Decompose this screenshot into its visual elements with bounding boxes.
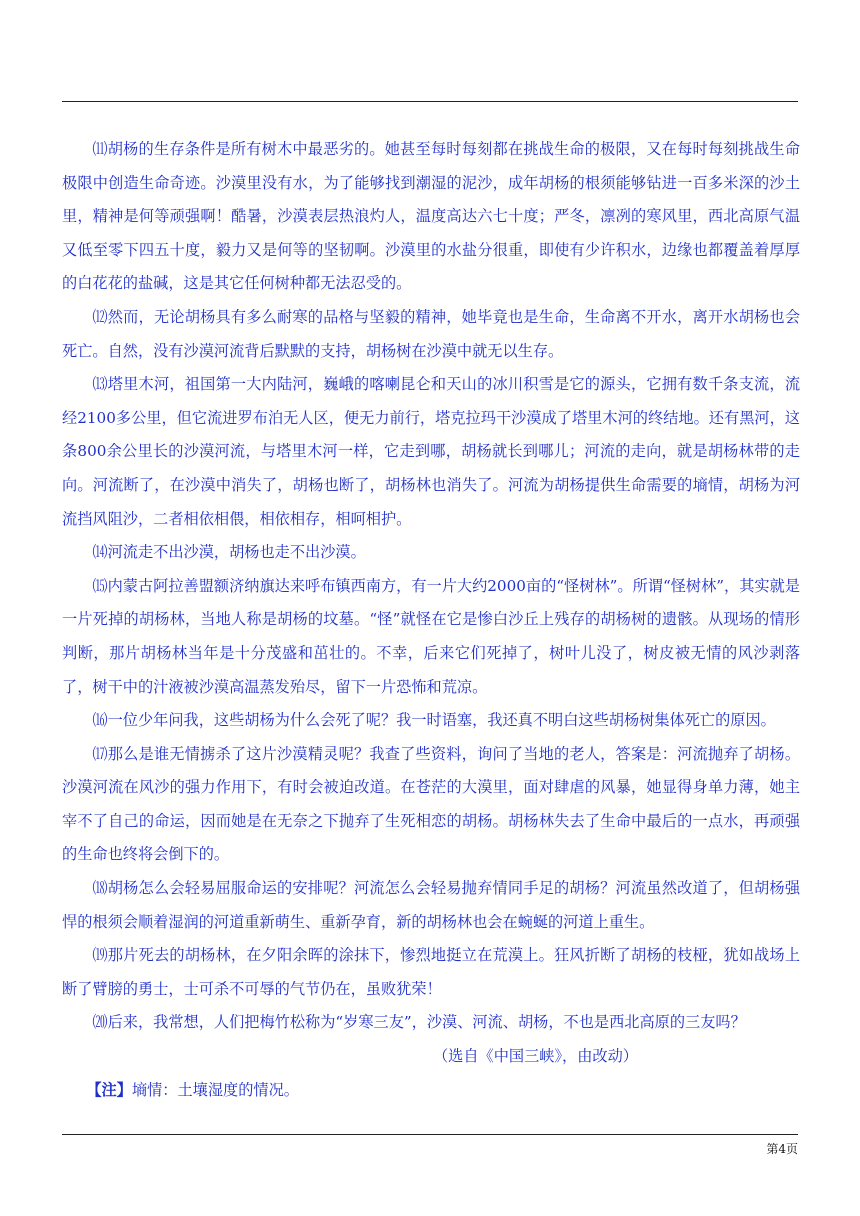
note-tag: 【注】 xyxy=(86,1080,132,1099)
paragraph-15: ⒂内蒙古阿拉善盟额济纳旗达来呼布镇西南方，有一片大约2000亩的“怪树林”。所谓“怪树林”，其实就是一片死掉的胡杨林，当地人称是胡杨的坟墓。“怪”就怪在它是惨白沙丘上残存的胡杨树的遗骸。从现场的情形判断，那片胡杨林当年是十分茂盛和茁壮的。不幸，后来它们死掉了，树叶儿没了，树皮被无情的风沙剥落了，树干中的汁液被沙漠高温蒸发殆尽，留下一片恐怖和荒凉。 xyxy=(62,576,800,696)
source-citation: （选自《中国三峡》，由改动） xyxy=(432,1047,638,1066)
paragraph-14: ⒁河流走不出沙漠，胡杨也走不出沙漠。 xyxy=(92,543,366,562)
paragraph-13: ⒀塔里木河，祖国第一大内陆河，巍峨的喀喇昆仑和天山的冰川积雪是它的源头，它拥有数千条支流，流经2100多公里，但它流进罗布泊无人区，便无力前行，塔克拉玛干沙漠成了塔里木河的终结地。还有黑河，这条800余公里长的沙漠河流，与塔里木河一样，它走到哪，胡杨就长到哪儿；河流的走向，就是胡杨林带的走向。河流断了，在沙漠中消失了，胡杨也断了，胡杨林也消失了。河流为胡杨提供生命需要的墒情，胡杨为河流挡风阻沙，二者相依相偎，相依相存，相呵相护。 xyxy=(62,375,800,528)
header-rule xyxy=(62,101,798,102)
article-body xyxy=(62,133,800,1107)
paragraph-12: ⑿然而，无论胡杨具有多么耐寒的品格与坚毅的精神，她毕竟也是生命，生命离不开水，离开水胡杨也会死亡。自然，没有沙漠河流背后默默的支持，胡杨树在沙漠中就无以生存。 xyxy=(62,307,800,360)
paragraph-17: ⒄那么是谁无情掳杀了这片沙漠精灵呢？我查了些资料，询问了当地的老人，答案是：河流抛弃了胡杨。沙漠河流在风沙的强力作用下，有时会被迫改道。在苍茫的大漠里，面对肆虐的风暴，她显得身单力薄，她主宰不了自己的命运，因而她是在无奈之下抛弃了生死相恋的胡杨。胡杨林失去了生命中最后的一点水，再顽强的生命也终将会倒下的。 xyxy=(62,744,800,864)
paragraph-16: ⒃一位少年问我，这些胡杨为什么会死了呢？我一时语塞，我还真不明白这些胡杨树集体死亡的原因。 xyxy=(92,711,776,730)
paragraph-19: ⒆那片死去的胡杨林，在夕阳余晖的涂抹下，惨烈地挺立在荒漠上。狂风折断了胡杨的枝桠，犹如战场上断了臂膀的勇士，士可杀不可辱的气节仍在，虽败犹荣！ xyxy=(62,946,800,998)
footer-rule xyxy=(62,1134,798,1135)
paragraph-20: ⒇后来，我常想，人们把梅竹松称为“岁寒三友”，沙漠、河流、胡杨，不也是西北高原的三友吗？ xyxy=(92,1013,746,1032)
paragraph-18: ⒅胡杨怎么会轻易屈服命运的安排呢？河流怎么会轻易抛弃情同手足的胡杨？河流虽然改道了，但胡杨强悍的根须会顺着湿润的河道重新萌生、重新孕育，新的胡杨林也会在蜿蜒的河道上重生。 xyxy=(62,879,800,931)
footnote xyxy=(62,1074,800,1108)
page-number: 第4页 xyxy=(766,1142,798,1156)
note-text: 墒情：土壤湿度的情况。 xyxy=(131,1080,299,1099)
paragraph-11: ⑾胡杨的生存条件是所有树木中最恶劣的。她甚至每时每刻都在挑战生命的极限，又在每时每刻挑战生命极限中创造生命奇迹。沙漠里没有水，为了能够找到潮湿的泥沙，成年胡杨的根须能够钻进一百多米深的沙土里，精神是何等顽强啊！酷暑，沙漠表层热浪灼人，温度高达六七十度；严冬，凛冽的寒风里，西北高原气温又低至零下四五十度，毅力又是何等的坚韧啊。沙漠里的水盐分很重，即使有少许积水，边缘也都覆盖着厚厚的白花花的盐碱，这是其它任何树种都无法忍受的。 xyxy=(62,140,800,293)
